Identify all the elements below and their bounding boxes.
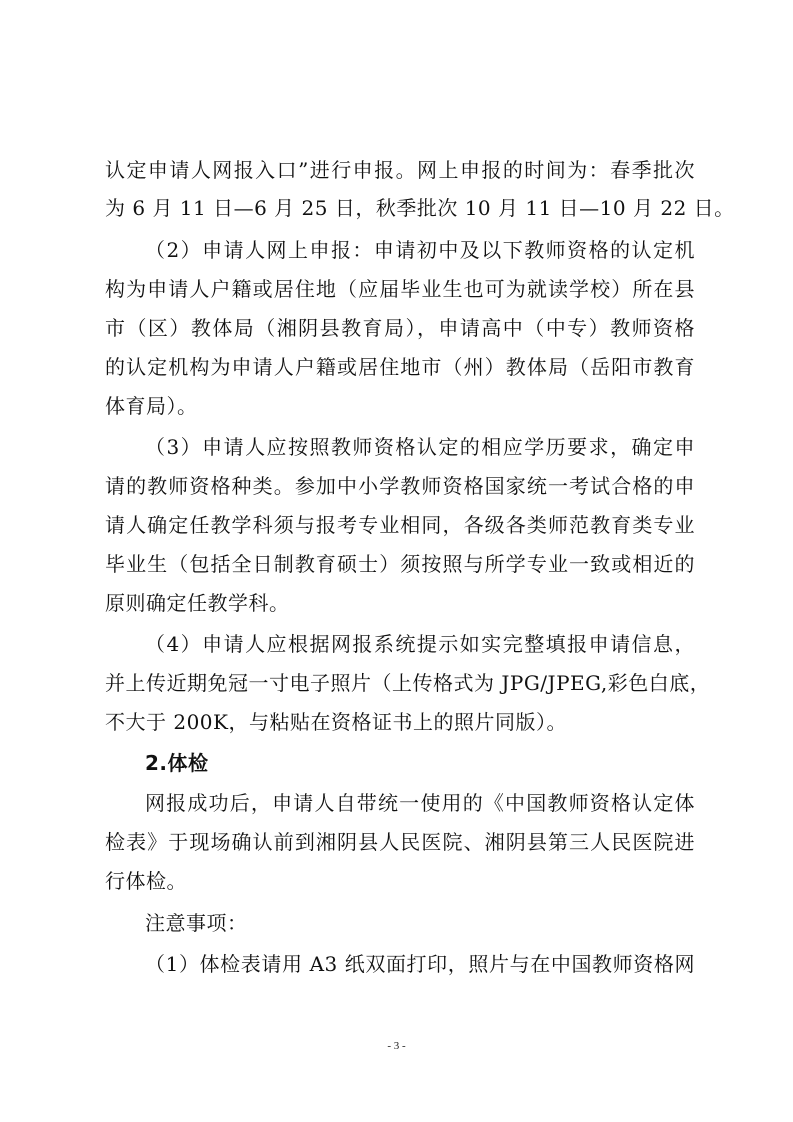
- text-line: 构为申请人户籍或居住地（应届毕业生也可为就读学校）所在县: [105, 277, 695, 301]
- text-line: 的认定机构为申请人户籍或居住地市（州）教体局（岳阳市教育: [105, 355, 695, 379]
- page-number: - 3 -: [387, 1040, 406, 1052]
- text-line: （4）申请人应根据网报系统提示如实完整填报申请信息，: [145, 632, 695, 656]
- text-line: 体育局）。: [105, 394, 198, 418]
- text-line: 请的教师资格种类。参加中小学教师资格国家统一考试合格的申: [105, 474, 695, 498]
- text-line: 检表》于现场确认前到湘阴县人民医院、湘阴县第三人民医院进: [105, 830, 695, 854]
- text-line: 毕业生（包括全日制教育硕士）须按照与所学专业一致或相近的: [105, 552, 695, 576]
- text-line: 原则确定任教学科。: [105, 591, 290, 615]
- text-line: （3）申请人应按照教师资格认定的相应学历要求，确定申: [145, 435, 695, 459]
- text-line: 网报成功后，申请人自带统一使用的《中国教师资格认定体: [145, 791, 695, 815]
- text-line: 行体检。: [105, 869, 187, 893]
- text-line: 认定申请人网报入口”进行申报。网上申报的时间为：春季批次: [105, 158, 695, 182]
- text-line: 请人确定任教学科须与报考专业相同，各级各类师范教育类专业: [105, 513, 695, 537]
- text-line: （1）体检表请用 A3 纸双面打印，照片与在中国教师资格网: [145, 952, 695, 976]
- section-heading: 2.体检: [145, 751, 209, 775]
- notes-heading: 注意事项：: [145, 911, 248, 935]
- text-line: 并上传近期免冠一寸电子照片（上传格式为 JPG/JPEG,彩色白底，: [105, 671, 711, 695]
- text-line: （2）申请人网上申报：申请初中及以下教师资格的认定机: [145, 238, 695, 262]
- text-line: 为 6 月 11 日—6 月 25 日，秋季批次 10 月 11 日—10 月 22 日。: [105, 196, 735, 220]
- text-line: 不大于 200K，与粘贴在资格证书上的照片同版）。: [105, 710, 567, 734]
- text-line: 市（区）教体局（湘阴县教育局），申请高中（中专）教师资格: [105, 316, 695, 340]
